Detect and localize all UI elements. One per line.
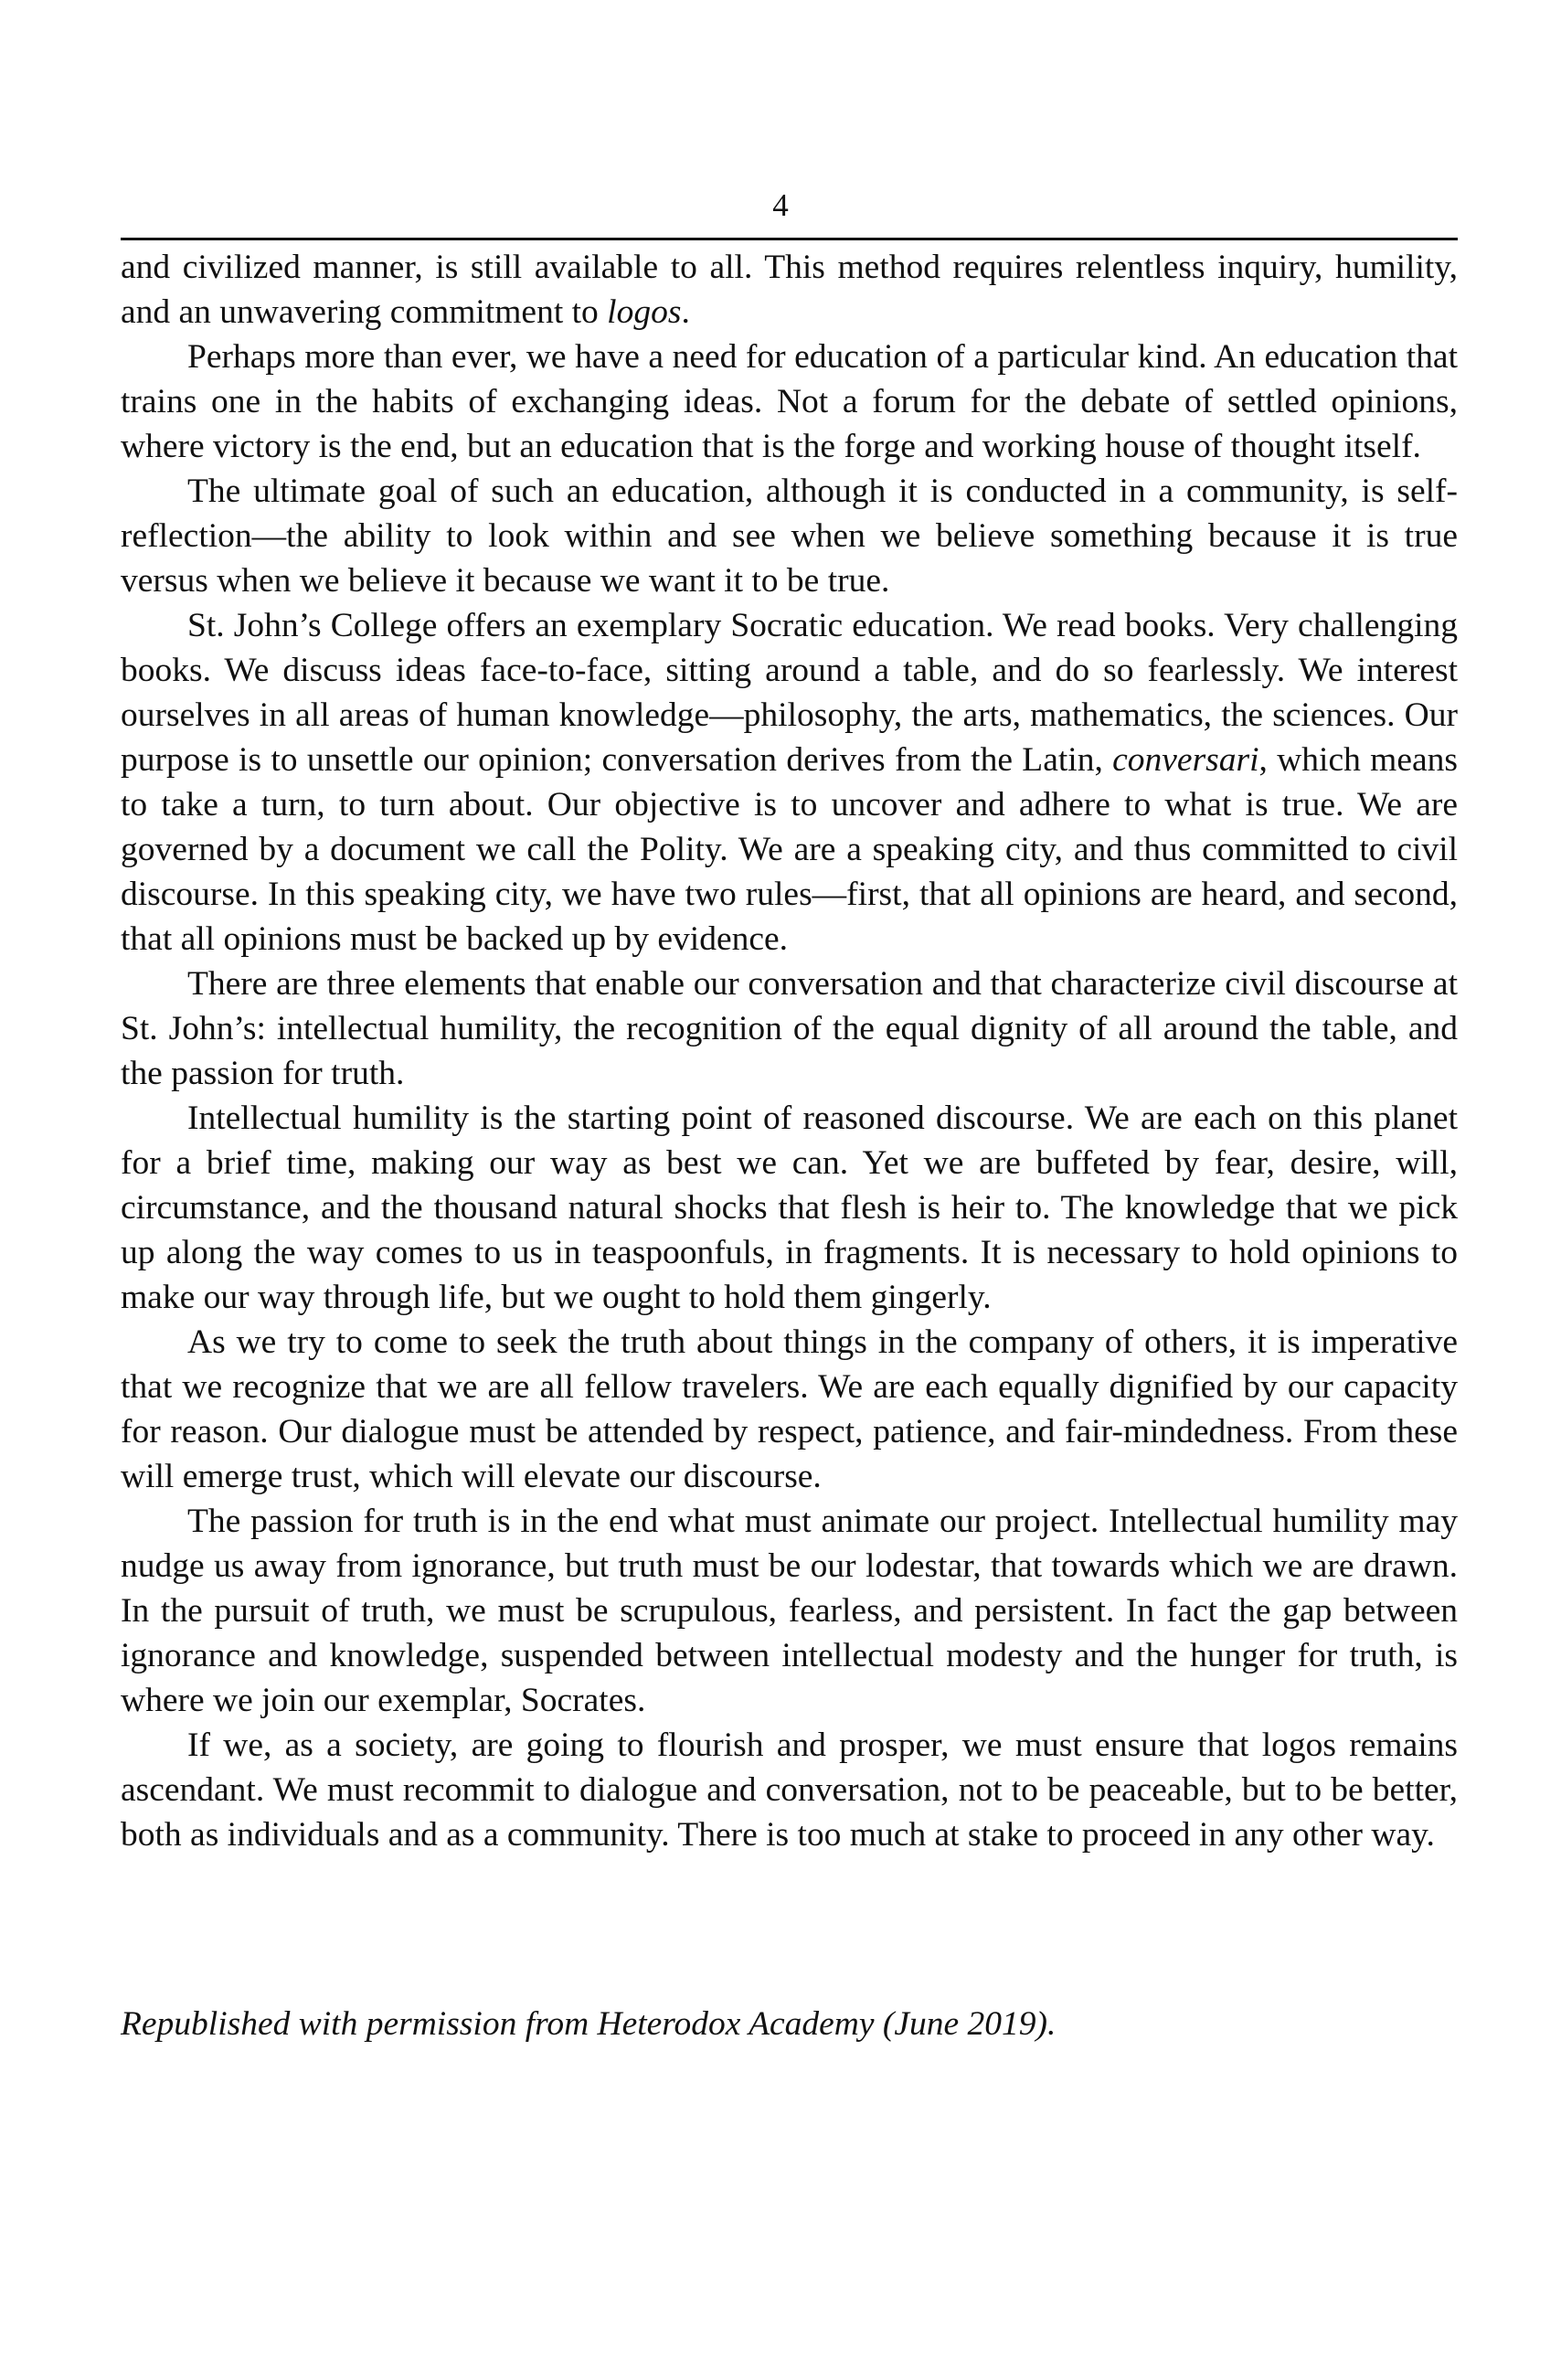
republication-credit: Republished with permission from Heterodox Academy (June 2019). — [121, 2005, 1057, 2043]
paragraph-4: St. John’s College offers an exemplary Socratic education. We read books. Very challenging books. We discuss ideas face-to-face, sitting around a table, and do so fearlessly. We interest ourselves in all areas of human knowledge—philosophy, the arts, mathematics, the sciences. Our purpose is to unsettle our opinion; conversation derives from the Latin, conversari, which means to take a turn, to turn about. Our objective is to uncover and adhere to what is true. We are governed by a document we call the Polity. We are a speaking city, and thus committed to civil discourse. In this speaking city, we have two rules—first, that all opinions are heard, and second, that all opinions must be backed up by evidence. — [121, 607, 1458, 958]
article-body — [121, 245, 1458, 1857]
emphasis-logos: logos — [607, 293, 682, 331]
header-rule — [121, 238, 1458, 240]
emphasis-conversari: conversari — [1112, 741, 1259, 779]
paragraph-6: Intellectual humility is the starting point of reasoned discourse. We are each on this planet for a brief time, making our way as best we can. Yet we are buffeted by fear, desire, will, circumstance, and the thousand natural shocks that flesh is heir to. The knowledge that we pick up along the way comes to us in teaspoonfuls, in fragments. It is necessary to hold opinions to make our way through life, but we ought to hold them gingerly. — [121, 1100, 1458, 1316]
paragraph-7: As we try to come to seek the truth about things in the company of others, it is imperative that we recognize that we are all fellow travelers. We are each equally dignified by our capacity for reason. Our dialogue must be attended by respect, patience, and fair-mindedness. From these will emerge trust, which will elevate our discourse. — [121, 1323, 1458, 1495]
paragraph-9: If we, as a society, are going to flourish and prosper, we must ensure that logos remains ascendant. We must recommit to dialogue and conversation, not to be peaceable, but to be better, both as individuals and as a community. There is too much at stake to proceed in any other way. — [121, 1727, 1458, 1854]
paragraph-1: and civilized manner, is still available to all. This method requires relentless inquiry, humility, and an unwavering commitment to logos. — [121, 249, 1458, 331]
paragraph-8: The passion for truth is in the end what must animate our project. Intellectual humility may nudge us away from ignorance, but truth must be our lodestar, that towards which we are drawn. In the pursuit of truth, we must be scrupulous, fearless, and persistent. In fact the gap between ignorance and knowledge, suspended between intellectual modesty and the hunger for truth, is where we join our exemplar, Socrates. — [121, 1503, 1458, 1719]
paragraph-2: Perhaps more than ever, we have a need for education of a particular kind. An education that trains one in the habits of exchanging ideas. Not a forum for the debate of settled opinions, where victory is the end, but an education that is the forge and working house of thought itself. — [121, 338, 1458, 465]
page-number: 4 — [772, 187, 789, 223]
paragraph-5: There are three elements that enable our conversation and that characterize civil discourse at St. John’s: intellectual humility, the recognition of the equal dignity of all around the table, and the passion for truth. — [121, 965, 1458, 1092]
paragraph-3: The ultimate goal of such an education, although it is conducted in a community, is self-reflection—the ability to look within and see when we believe something because it is true versus when we believe it because we want it to be true. — [121, 473, 1458, 600]
